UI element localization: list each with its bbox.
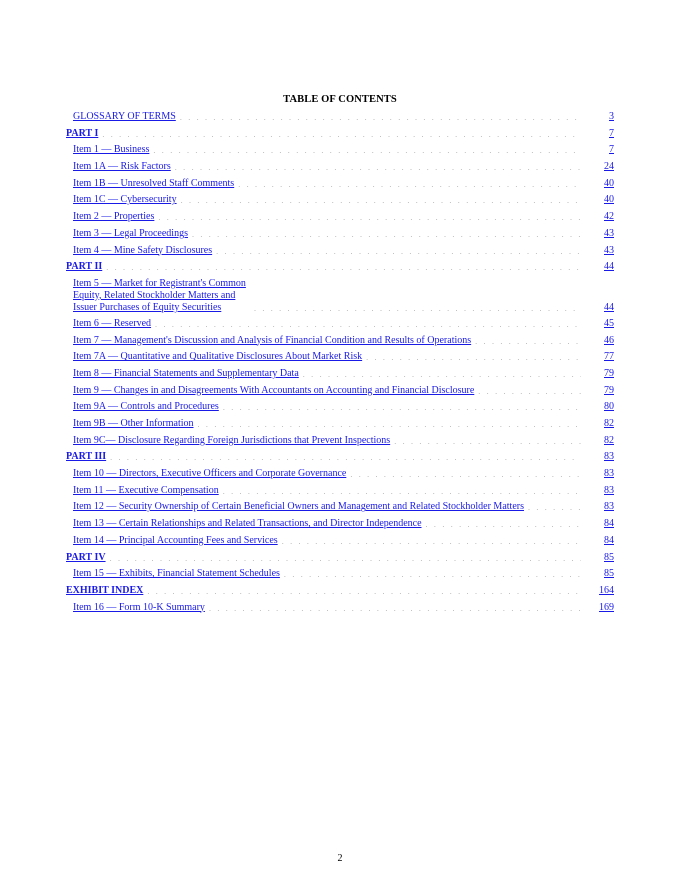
toc-row-item-15 xyxy=(66,568,614,580)
table-of-contents xyxy=(66,111,614,618)
dot-leader xyxy=(216,246,581,257)
dot-leader xyxy=(180,112,581,123)
dot-leader xyxy=(102,129,581,140)
toc-row-item-16 xyxy=(66,602,614,614)
toc-row-item-9c xyxy=(66,435,614,447)
toc-link-part-4[interactable]: PART IV xyxy=(66,551,106,563)
toc-row-item-14 xyxy=(66,535,614,547)
toc-row-part-3 xyxy=(66,451,614,463)
toc-link-item-7a[interactable]: Item 7A — Quantitative and Qualitative Disclosures About Market Risk xyxy=(73,351,363,363)
dot-leader xyxy=(110,553,581,564)
toc-link-item-2[interactable]: Item 2 — Properties xyxy=(73,211,155,223)
toc-page-link[interactable]: 79 xyxy=(604,367,614,379)
toc-row-item-8 xyxy=(66,368,614,380)
toc-row-item-10 xyxy=(66,468,614,480)
dot-leader xyxy=(350,469,581,480)
toc-page-link[interactable]: 7 xyxy=(609,144,614,156)
toc-link-part-1[interactable]: PART I xyxy=(66,127,99,139)
dot-leader xyxy=(238,179,581,190)
dot-leader xyxy=(528,502,581,513)
toc-row-item-7 xyxy=(66,335,614,347)
toc-page-link[interactable]: 84 xyxy=(604,534,614,546)
toc-row-item-4 xyxy=(66,245,614,257)
toc-row-item-12 xyxy=(66,501,614,513)
dot-leader xyxy=(181,195,581,206)
dot-leader xyxy=(192,229,581,240)
toc-page-link[interactable]: 7 xyxy=(609,127,614,139)
dot-leader xyxy=(175,162,581,173)
toc-page-link[interactable]: 40 xyxy=(604,177,614,189)
dot-leader xyxy=(198,419,581,430)
toc-page-link[interactable]: 83 xyxy=(604,468,614,480)
dot-leader xyxy=(394,436,581,447)
toc-page-link[interactable]: 24 xyxy=(604,161,614,173)
toc-link-exhibit-index[interactable]: EXHIBIT INDEX xyxy=(66,584,144,596)
toc-row-item-1c xyxy=(66,194,614,206)
toc-page-link[interactable]: 82 xyxy=(604,418,614,429)
toc-page-link[interactable]: 40 xyxy=(604,194,614,206)
toc-page-link[interactable]: 83 xyxy=(604,501,614,513)
toc-page-link[interactable]: 3 xyxy=(609,111,614,122)
toc-link-item-16[interactable]: Item 16 — Form 10-K Summary xyxy=(73,601,205,613)
toc-row-part-4 xyxy=(66,552,614,564)
toc-link-part-3[interactable]: PART III xyxy=(66,451,107,463)
toc-page-link[interactable]: 44 xyxy=(604,301,614,313)
toc-link-item-4[interactable]: Item 4 — Mine Safety Disclosures xyxy=(73,244,213,256)
toc-link-item-13[interactable]: Item 13 — Certain Relationships and Related Transactions, and Director Independence xyxy=(73,518,422,530)
toc-link-item-8[interactable]: Item 8 — Financial Statements and Supplementary Data xyxy=(73,367,299,379)
toc-link-item-9a[interactable]: Item 9A — Controls and Procedures xyxy=(73,401,219,413)
toc-link-item-1[interactable]: Item 1 — Business xyxy=(73,144,150,156)
toc-link-item-15[interactable]: Item 15 — Exhibits, Financial Statement Schedules xyxy=(73,568,280,580)
toc-row-exhibit-index xyxy=(66,585,614,597)
toc-link-item-5[interactable]: Item 5 — Market for Registrant's Common Equity, Related Stockholder Matters and Issuer Purchases of Equity Securities xyxy=(73,277,246,313)
page-number: 2 xyxy=(337,853,343,864)
toc-link-part-2[interactable]: PART II xyxy=(66,261,103,273)
toc-page-link[interactable]: 85 xyxy=(604,551,614,563)
dot-leader xyxy=(223,402,581,413)
toc-page-link[interactable]: 85 xyxy=(604,568,614,580)
toc-page-link[interactable]: 46 xyxy=(604,334,614,346)
dot-leader xyxy=(282,536,581,547)
toc-row-item-1b xyxy=(66,178,614,190)
toc-page-link[interactable]: 83 xyxy=(604,484,614,496)
toc-row-item-2 xyxy=(66,211,614,223)
toc-link-item-1b[interactable]: Item 1B — Unresolved Staff Comments xyxy=(73,177,235,189)
toc-page-link[interactable]: 77 xyxy=(604,351,614,363)
toc-link-item-1a[interactable]: Item 1A — Risk Factors xyxy=(73,161,171,173)
toc-row-part-1 xyxy=(66,128,614,140)
toc-page-link[interactable]: 169 xyxy=(599,601,614,613)
toc-link-item-9c[interactable]: Item 9C— Disclosure Regarding Foreign Jurisdictions that Prevent Inspections xyxy=(73,434,391,446)
toc-row-item-11 xyxy=(66,485,614,497)
dot-leader xyxy=(366,352,581,363)
toc-row-item-9b xyxy=(66,418,614,430)
toc-link-item-12[interactable]: Item 12 — Security Ownership of Certain Beneficial Owners and Management and Related Stockholder Matters xyxy=(73,501,524,513)
toc-page-link[interactable]: 80 xyxy=(604,401,614,413)
dot-leader xyxy=(209,603,581,614)
toc-page-link[interactable]: 45 xyxy=(604,317,614,329)
dot-leader xyxy=(110,452,581,463)
toc-link-item-9[interactable]: Item 9 — Changes in and Disagreements With Accountants on Accounting and Financial Disclosure xyxy=(73,384,475,396)
toc-link-item-10[interactable]: Item 10 — Directors, Executive Officers and Corporate Governance xyxy=(73,468,347,480)
dot-leader xyxy=(254,303,581,314)
toc-page-link[interactable]: 44 xyxy=(604,261,614,273)
toc-row-part-2 xyxy=(66,261,614,273)
toc-row-item-9 xyxy=(66,385,614,397)
toc-row-item-1 xyxy=(66,144,614,156)
toc-link-glossary[interactable]: GLOSSARY OF TERMS xyxy=(73,111,176,122)
dot-leader xyxy=(478,386,581,397)
toc-link-item-14[interactable]: Item 14 — Principal Accounting Fees and Services xyxy=(73,534,278,546)
dot-leader xyxy=(147,586,581,597)
toc-row-item-1a xyxy=(66,161,614,173)
toc-page-link[interactable]: 79 xyxy=(604,384,614,396)
dot-leader xyxy=(155,319,581,330)
toc-row-item-5 xyxy=(66,278,614,314)
dot-leader xyxy=(475,336,581,347)
dot-leader xyxy=(426,519,581,530)
dot-leader xyxy=(153,145,581,156)
toc-link-item-9b[interactable]: Item 9B — Other Information xyxy=(73,418,194,429)
toc-row-item-7a xyxy=(66,351,614,363)
toc-link-item-6[interactable]: Item 6 — Reserved xyxy=(73,317,152,329)
dot-leader xyxy=(284,569,581,580)
toc-row-item-6 xyxy=(66,318,614,330)
toc-link-item-3[interactable]: Item 3 — Legal Proceedings xyxy=(73,227,188,239)
toc-row-item-9a xyxy=(66,401,614,413)
toc-page-link[interactable]: 164 xyxy=(599,584,614,596)
toc-row-glossary xyxy=(66,111,614,123)
toc-page-link[interactable]: 42 xyxy=(604,211,614,223)
dot-leader xyxy=(106,262,581,273)
dot-leader xyxy=(303,369,581,380)
toc-row-item-13 xyxy=(66,518,614,530)
toc-page-link[interactable]: 43 xyxy=(604,244,614,256)
toc-link-item-11[interactable]: Item 11 — Executive Compensation xyxy=(73,484,219,496)
toc-page-link[interactable]: 43 xyxy=(604,227,614,239)
toc-page-link[interactable]: 84 xyxy=(604,518,614,530)
toc-link-item-7[interactable]: Item 7 — Management's Discussion and Analysis of Financial Condition and Results of Operations xyxy=(73,334,472,346)
toc-row-item-3 xyxy=(66,228,614,240)
toc-link-item-1c[interactable]: Item 1C — Cybersecurity xyxy=(73,194,177,206)
dot-leader xyxy=(158,212,581,223)
toc-page-link[interactable]: 82 xyxy=(604,434,614,446)
dot-leader xyxy=(223,486,581,497)
toc-page-link[interactable]: 83 xyxy=(604,451,614,463)
toc-title: TABLE OF CONTENTS xyxy=(283,94,397,105)
